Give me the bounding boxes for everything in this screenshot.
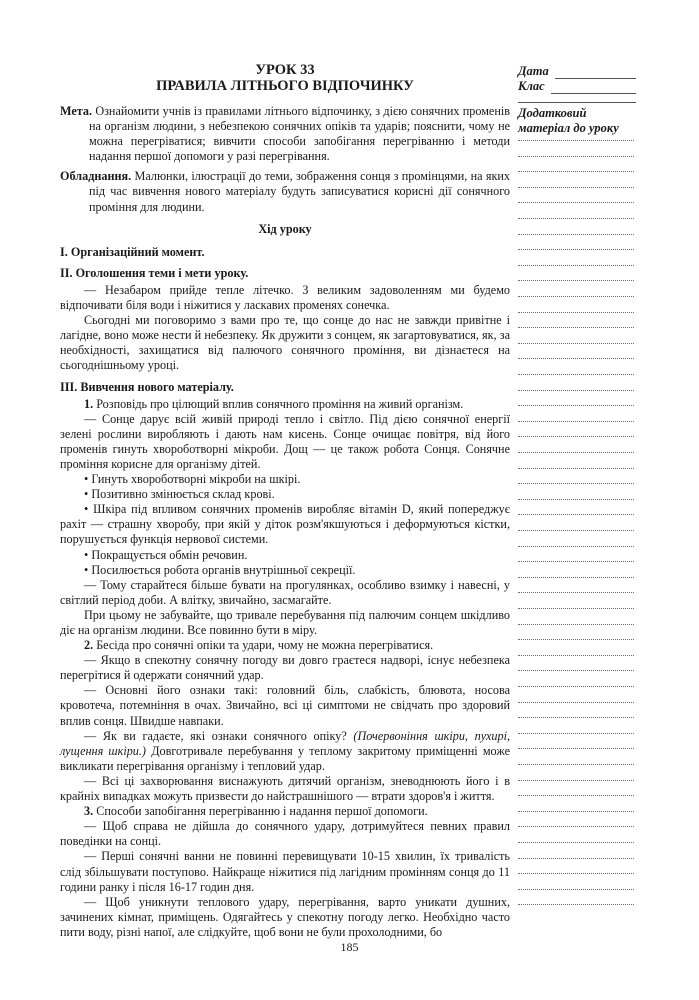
item-text: Бесіда про сонячні опіки та удари, чому не можна перегріватися. <box>96 638 434 653</box>
note-line <box>518 202 634 203</box>
note-line <box>518 156 634 157</box>
note-line <box>518 748 634 749</box>
note-line <box>518 670 634 671</box>
date-row <box>518 64 636 79</box>
note-line <box>518 280 634 281</box>
note-line <box>518 686 634 687</box>
note-line <box>518 889 634 890</box>
item-number: 3. <box>84 804 94 819</box>
paragraph-rest: Довготривале перебування у теплому закритому приміщенні може викликати перегрівання організму і тепловий удар. <box>60 743 510 773</box>
note-line <box>518 249 634 250</box>
note-line <box>518 842 634 843</box>
section-heading: III. Вивчення нового матеріалу. <box>60 379 234 394</box>
answer-italic: (Почервоніння шкіри, пухирі, лущення шкіри.) <box>60 728 510 758</box>
paragraph: — Основні його ознаки такі: головний біль, слабкість, блювота, носова кровотеча, потемніння в очах. Звичайно, всі ці симптоми не свідчать про здоровий вплив сонця. Швидше навпаки. <box>60 683 510 728</box>
class-label: Клас <box>518 79 545 93</box>
paragraph: — Всі ці захворювання виснажують дитячий організм, зневоднюють його і в крайніх випадках можуть призвести до найстрашнішого — втрати здоров'я і життя. <box>60 773 510 804</box>
note-line <box>518 764 634 765</box>
note-line <box>518 358 634 359</box>
note-line <box>518 187 634 188</box>
paragraph: — Щоб уникнути теплового удару, перегрівання, варто уникати душних, зачинених кімнат, приміщень. Одягайтесь у спекотну погоду легко. Необхідно часто пити воду, різні напої, але слідкуйте, щоб вони не були прохолодними, бо <box>60 894 510 939</box>
paragraph: — Незабаром прийде тепле літечко. З великим задоволенням ми будемо відпочивати біля води і ніжитися у ласкавих променях сонечка. <box>60 282 510 313</box>
note-line <box>518 499 634 500</box>
bullet-item: • Посилюється робота органів внутрішньої секреції. <box>84 562 356 577</box>
class-row <box>518 79 636 94</box>
numbered-item <box>60 804 510 819</box>
note-line <box>518 374 634 375</box>
note-line <box>518 327 634 328</box>
note-line <box>518 234 634 235</box>
note-line <box>518 265 634 266</box>
note-line <box>518 608 634 609</box>
class-blank <box>551 82 636 94</box>
section-heading: II. Оголошення теми і мети уроку. <box>60 265 249 280</box>
note-line <box>518 468 634 469</box>
item-text: Розповідь про цілющий вплив сонячного проміння на живий організм. <box>96 396 464 411</box>
note-line <box>518 592 634 593</box>
note-line <box>518 826 634 827</box>
note-line <box>518 514 634 515</box>
note-line <box>518 873 634 874</box>
paragraph <box>60 729 510 774</box>
lesson-equipment <box>60 169 510 214</box>
date-label: Дата <box>518 64 549 78</box>
bullet-item: • Покращується обмін речовин. <box>84 547 248 562</box>
note-line <box>518 436 634 437</box>
lesson-number: УРОК 33 <box>255 62 315 78</box>
note-line <box>518 717 634 718</box>
numbered-item <box>60 397 510 412</box>
lesson-title: ПРАВИЛА ЛІТНЬОГО ВІДПОЧИНКУ <box>156 78 414 94</box>
page-number: 185 <box>340 940 359 954</box>
extra-material-heading: Додатковий матеріал до уроку <box>518 106 619 135</box>
paragraph: — Сонце дарує всій живій природі тепло і світло. Під дією сонячної енергії зелені рослини виробляють і дають нам кисень. Сонце очищає повітря, від його променів гинуть хвороботворні мікроби. Дощ — це також робота Сонця. Сонячне проміння корисне для організму дітей. <box>60 411 510 471</box>
paragraph: — Щоб справа не дійшла до сонячного удару, дотримуйтеся певних правил поведінки на сонці. <box>60 819 510 849</box>
date-blank <box>555 67 636 79</box>
note-line <box>518 171 634 172</box>
note-line <box>518 702 634 703</box>
note-line <box>518 390 634 391</box>
question-text: — Як ви гадаєте, які ознаки сонячного опіку? <box>84 728 347 743</box>
margin-sidebar <box>518 64 636 136</box>
note-line <box>518 780 634 781</box>
equipment-label: Обладнання. <box>60 169 132 184</box>
note-line <box>518 218 634 219</box>
paragraph: — Перші сонячні ванни не повинні перевищувати 10-15 хвилин, їх тривалість слід збільшувати поступово. Найкраще ніжитися під лагідним промінням сонця до 11 години ранку і після 16-17 годин дня. <box>60 849 510 894</box>
note-line <box>518 530 634 531</box>
paragraph: — Тому старайтеся більше бувати на прогулянках, особливо взимку і навесні, у світлий період доби. А влітку, звичайно, засмагайте. <box>60 577 510 607</box>
sidebar-divider <box>518 94 636 103</box>
note-line <box>518 140 634 141</box>
note-line <box>518 733 634 734</box>
paragraph: — Якщо в спекотну сонячну погоду ви довго граєтеся надворі, існує небезпека перегрітися й одержати сонячний удар. <box>60 653 510 683</box>
lesson-goal <box>60 104 510 164</box>
note-line <box>518 452 634 453</box>
note-line <box>518 421 634 422</box>
bullet-item: • Позитивно змінюється склад крові. <box>84 487 275 502</box>
goal-label: Мета. <box>60 104 93 118</box>
item-text: Способи запобігання перегріванню і надання першої допомоги. <box>96 804 428 819</box>
note-line <box>518 904 634 905</box>
bullet-item: • Шкіра під впливом сонячних променів виробляє вітамін D, який попереджує рахіт — страшну хворобу, при якій у діток розм'якшуються і деформуються кістки, порушується функція нервової системи. <box>60 502 510 547</box>
paragraph: При цьому не забувайте, що тривале перебування під палючим сонцем шкідливо діє на організм людини. Все повинно бути в міру. <box>60 607 510 637</box>
note-line <box>518 577 634 578</box>
item-number: 2. <box>84 638 94 653</box>
note-line <box>518 343 634 344</box>
note-line <box>518 811 634 812</box>
item-number: 1. <box>84 396 94 411</box>
note-line <box>518 483 634 484</box>
note-line <box>518 405 634 406</box>
lesson-body <box>60 62 510 940</box>
numbered-item <box>60 638 510 653</box>
note-line <box>518 858 634 859</box>
note-line <box>518 296 634 297</box>
equipment-text: Малюнки, ілюстрації до теми, зображення сонця з промінцями, на яких під час вивчення нового матеріалу будуть записуватися корисні дії сонячного проміння для людини. <box>89 169 511 214</box>
note-line <box>518 561 634 562</box>
note-line <box>518 312 634 313</box>
goal-text: Ознайомити учнів із правилами літнього відпочинку, з дією сонячних променів на організм людини, з небезпекою сонячних опіків та ударів; пояснити, чому не можна перегріватися; вивчити способи запобігання перегріванню і методи надання першої допомоги у разі перегрівання. <box>89 104 510 164</box>
note-line <box>518 655 634 656</box>
note-line <box>518 624 634 625</box>
bullet-item: • Гинуть хвороботворні мікроби на шкірі. <box>84 472 301 487</box>
note-line <box>518 639 634 640</box>
note-line <box>518 795 634 796</box>
course-heading: Хід уроку <box>258 221 312 236</box>
note-line <box>518 546 634 547</box>
paragraph: Сьогодні ми поговоримо з вами про те, що сонце до нас не завжди привітне і лагідне, воно може нести й небезпеку. Як дружити з сонцем, як загартовуватися, як, за необхідності, захищатися від палючого сонячного проміння, ви дізнаєтеся на сьогоднішньому уроці. <box>60 313 510 373</box>
section-heading: I. Організаційний момент. <box>60 244 205 259</box>
